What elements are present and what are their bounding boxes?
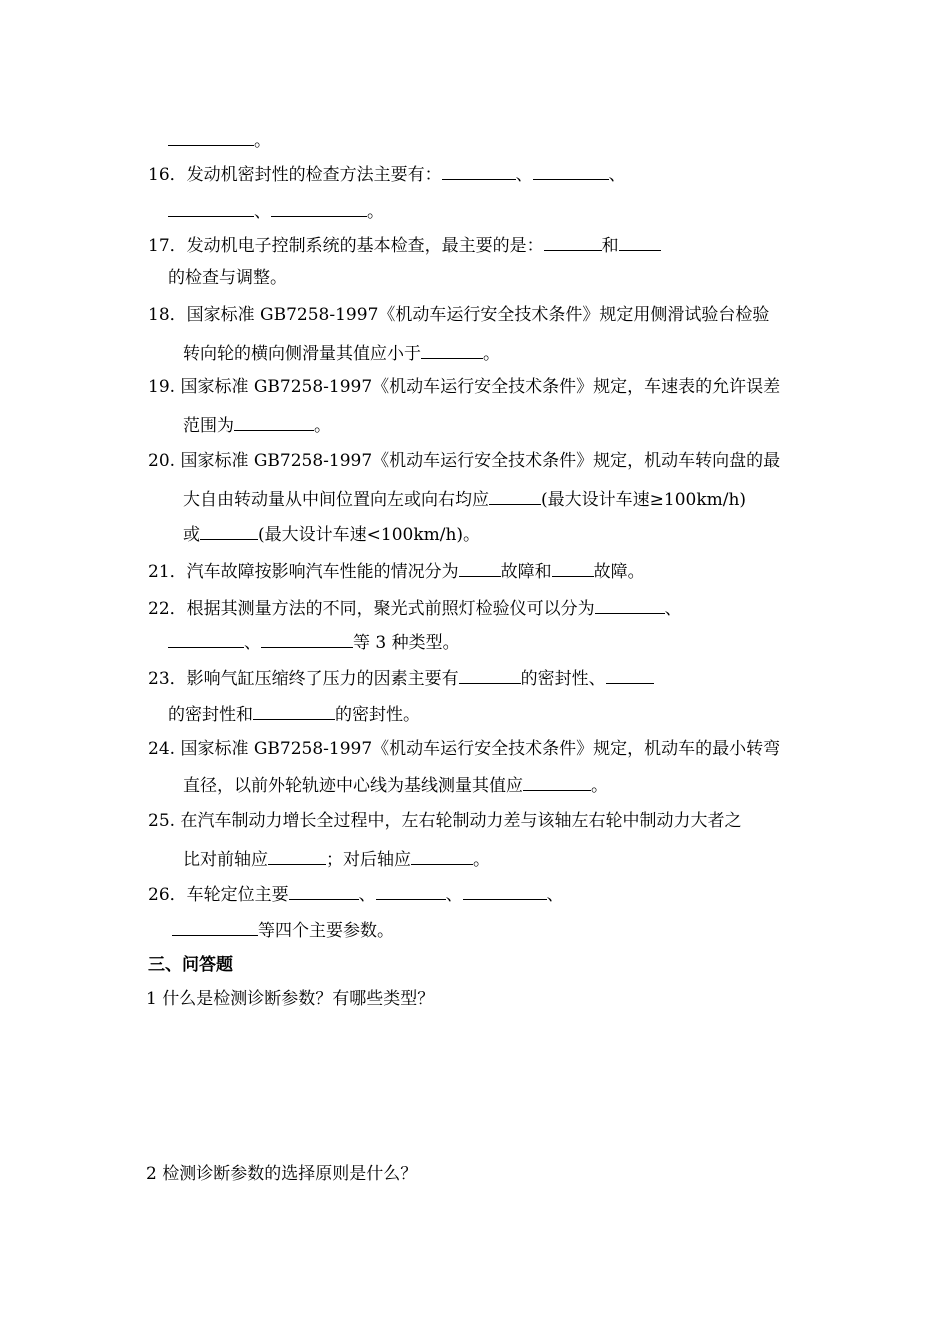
answer-blank [619,233,661,251]
question-25: 25. 在汽车制动力增长全过程中，左右轮制动力差与该轴左右轮中制动力大者之 [148,811,742,831]
answer-blank [261,630,353,648]
answer-blank [168,199,254,217]
question-18: 18．国家标准 GB7258-1997《机动车运行安全技术条件》规定用侧滑试验台检验 [148,305,770,325]
question-26-line-2: 等四个主要参数。 [172,918,394,940]
question-20-line-3: 或 (最大设计车速<100km/h)。 [183,522,480,544]
answer-blank [459,559,501,577]
text-line-15-continuation: 。 [168,128,271,150]
question-23: 23．影响气缸压缩终了压力的因素主要有 的密封性、 [148,666,654,688]
section-heading: 三、问答题 [148,955,233,975]
answer-blank [533,162,609,180]
question-19: 19. 国家标准 GB7258-1997《机动车运行安全技术条件》规定，车速表的允许误差 [148,377,781,397]
answer-blank [544,233,602,251]
answer-blank [253,702,335,720]
question-23-line-2: 的密封性和 的密封性。 [168,702,420,724]
question-22-line-2: 、 等 3 种类型。 [168,630,460,652]
answer-blank [376,882,446,900]
essay-question-1: 1 什么是检测诊断参数？有哪些类型？ [146,989,435,1009]
question-16-line-2: 、 。 [168,199,384,221]
question-21: 21．汽车故障按影响汽车性能的情况分为 故障和 故障。 [148,559,645,581]
answer-blank [552,559,594,577]
answer-blank [421,341,483,359]
answer-blank [442,162,516,180]
question-17-line-2: 的检查与调整。 [168,268,287,288]
question-20-line-2: 大自由转动量从中间位置向左或向右均应 (最大设计车速≥100km/h) [183,487,746,509]
answer-blank [268,847,326,865]
question-20: 20. 国家标准 GB7258-1997《机动车运行安全技术条件》规定，机动车转向盘的最 [148,451,781,471]
answer-blank [606,666,654,684]
answer-blank [595,596,665,614]
answer-blank [463,882,547,900]
answer-blank [489,487,541,505]
answer-blank [411,847,473,865]
question-25-line-2: 比对前轴应 ；对后轴应 。 [183,847,490,869]
question-18-line-2: 转向轮的横向侧滑量其值应小于 。 [183,341,500,363]
answer-blank [523,773,591,791]
question-16: 16．发动机密封性的检查方法主要有： 、 、 [148,162,626,184]
answer-blank [168,128,254,146]
question-24-line-2: 直径，以前外轮轨迹中心线为基线测量其值应 。 [183,773,608,795]
question-22: 22．根据其测量方法的不同，聚光式前照灯检验仪可以分为 、 [148,596,682,618]
answer-blank [168,630,244,648]
question-17: 17．发动机电子控制系统的基本检查，最主要的是： 和 [148,233,661,255]
answer-blank [234,413,314,431]
question-19-line-2: 范围为 。 [183,413,331,435]
answer-blank [289,882,359,900]
answer-blank [172,918,258,936]
essay-question-2: 2 检测诊断参数的选择原则是什么？ [146,1164,418,1184]
answer-blank [459,666,521,684]
question-24: 24. 国家标准 GB7258-1997《机动车运行安全技术条件》规定，机动车的最小转弯 [148,739,781,759]
question-26: 26．车轮定位主要 、 、 、 [148,882,564,904]
answer-blank [271,199,367,217]
answer-blank [200,522,258,540]
